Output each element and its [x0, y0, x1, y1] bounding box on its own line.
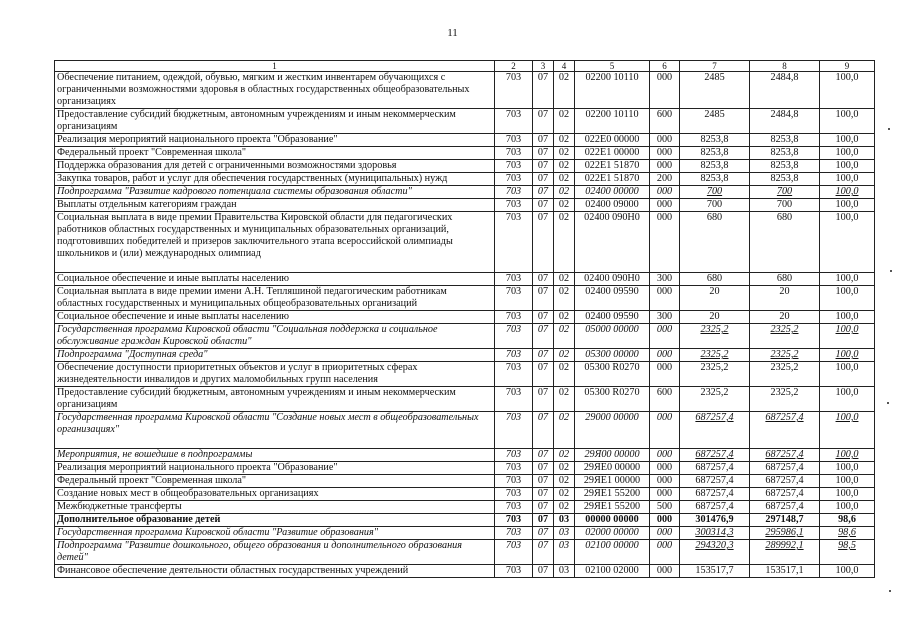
cell-section: 07: [533, 134, 554, 147]
cell-section: 07: [533, 488, 554, 501]
cell-section: 07: [533, 311, 554, 324]
cell-subsection: 03: [554, 540, 575, 565]
table-row: [55, 324, 875, 349]
row-name: Дополнительное образование детей: [55, 514, 495, 527]
row-name: Предоставление субсидий бюджетным, автономным учреждениям и иным некоммерческим организациям: [55, 109, 495, 134]
table-row: [55, 565, 875, 578]
cell-actual: 687257,4: [750, 475, 820, 488]
cell-section: 07: [533, 324, 554, 349]
row-name: Предоставление субсидий бюджетным, автономным учреждениям и иным некоммерческим организациям: [55, 387, 495, 412]
cell-percent: 100,0: [820, 387, 875, 412]
cell-section: 07: [533, 72, 554, 109]
cell-ministry-code: 703: [495, 134, 533, 147]
cell-target-article: 02400 09590: [575, 311, 650, 324]
cell-subsection: 02: [554, 199, 575, 212]
cell-target-article: 02200 10110: [575, 72, 650, 109]
row-name: Подпрограмма "Развитие дошкольного, общего образования и дополнительного образования детей": [55, 540, 495, 565]
row-name: Подпрограмма "Доступная среда": [55, 349, 495, 362]
cell-expense-type: 000: [650, 540, 680, 565]
cell-expense-type: 000: [650, 324, 680, 349]
cell-section: 07: [533, 173, 554, 186]
table-row: [55, 449, 875, 462]
cell-plan: 2485: [680, 72, 750, 109]
row-name: Межбюджетные трансферты: [55, 501, 495, 514]
row-name: Социальная выплата в виде премии Правительства Кировской области для педагогических работников областных государственных и муниципальных образовательных организаций, подготовивших победителей и призеров заключительного этапа всероссийской олимпиады школьников и (или) международных олимпиад: [55, 212, 495, 273]
cell-expense-type: 000: [650, 527, 680, 540]
cell-ministry-code: 703: [495, 311, 533, 324]
row-name: Обеспечение доступности приоритетных объектов и услуг в приоритетных сферах жизнедеятельности инвалидов и других маломобильных групп населения: [55, 362, 495, 387]
cell-expense-type: 500: [650, 501, 680, 514]
table-row: [55, 147, 875, 160]
table-row: [55, 501, 875, 514]
row-name: Создание новых мест в общеобразовательных организациях: [55, 488, 495, 501]
row-name: Реализация мероприятий национального проекта "Образование": [55, 134, 495, 147]
cell-actual: 20: [750, 286, 820, 311]
cell-target-article: 29ЯЕ0 00000: [575, 462, 650, 475]
cell-expense-type: 000: [650, 362, 680, 387]
cell-plan: 687257,4: [680, 462, 750, 475]
cell-plan: 687257,4: [680, 475, 750, 488]
cell-section: 07: [533, 501, 554, 514]
column-number: 4: [554, 61, 575, 72]
cell-ministry-code: 703: [495, 324, 533, 349]
cell-percent: 100,0: [820, 565, 875, 578]
cell-ministry-code: 703: [495, 540, 533, 565]
cell-section: 07: [533, 462, 554, 475]
cell-percent: 100,0: [820, 212, 875, 273]
cell-plan: 680: [680, 273, 750, 286]
cell-expense-type: 000: [650, 212, 680, 273]
cell-actual: 2325,2: [750, 362, 820, 387]
cell-actual: 687257,4: [750, 462, 820, 475]
cell-percent: 100,0: [820, 186, 875, 199]
cell-actual: 8253,8: [750, 160, 820, 173]
cell-actual: 8253,8: [750, 134, 820, 147]
row-name: Федеральный проект "Современная школа": [55, 475, 495, 488]
cell-plan: 300314,3: [680, 527, 750, 540]
cell-plan: 700: [680, 186, 750, 199]
cell-percent: 100,0: [820, 475, 875, 488]
cell-plan: 8253,8: [680, 173, 750, 186]
cell-actual: 687257,4: [750, 449, 820, 462]
cell-target-article: 00000 00000: [575, 514, 650, 527]
cell-expense-type: 000: [650, 186, 680, 199]
cell-expense-type: 000: [650, 286, 680, 311]
cell-subsection: 02: [554, 72, 575, 109]
budget-table: [54, 60, 875, 578]
cell-percent: 100,0: [820, 134, 875, 147]
cell-ministry-code: 703: [495, 72, 533, 109]
column-number: 8: [750, 61, 820, 72]
table-row: [55, 311, 875, 324]
cell-percent: 100,0: [820, 311, 875, 324]
column-number: 6: [650, 61, 680, 72]
cell-expense-type: 000: [650, 462, 680, 475]
cell-ministry-code: 703: [495, 527, 533, 540]
table-row: [55, 527, 875, 540]
cell-subsection: 02: [554, 449, 575, 462]
cell-ministry-code: 703: [495, 186, 533, 199]
table-row: [55, 173, 875, 186]
cell-percent: 98,5: [820, 540, 875, 565]
cell-actual: 295986,1: [750, 527, 820, 540]
row-name: Социальное обеспечение и иные выплаты населению: [55, 273, 495, 286]
cell-subsection: 02: [554, 462, 575, 475]
cell-percent: 100,0: [820, 324, 875, 349]
cell-percent: 98,6: [820, 514, 875, 527]
cell-actual: 680: [750, 212, 820, 273]
cell-subsection: 02: [554, 212, 575, 273]
cell-percent: 100,0: [820, 286, 875, 311]
cell-percent: 100,0: [820, 362, 875, 387]
cell-expense-type: 600: [650, 109, 680, 134]
cell-plan: 2325,2: [680, 324, 750, 349]
cell-section: 07: [533, 449, 554, 462]
cell-expense-type: 600: [650, 387, 680, 412]
cell-actual: 2325,2: [750, 349, 820, 362]
cell-target-article: 02100 00000: [575, 540, 650, 565]
cell-actual: 680: [750, 273, 820, 286]
cell-target-article: 05000 00000: [575, 324, 650, 349]
cell-actual: 153517,1: [750, 565, 820, 578]
cell-percent: 100,0: [820, 349, 875, 362]
cell-percent: 98,6: [820, 527, 875, 540]
cell-actual: 700: [750, 186, 820, 199]
cell-target-article: 02100 02000: [575, 565, 650, 578]
cell-plan: 700: [680, 199, 750, 212]
scan-speck: [890, 270, 892, 272]
cell-plan: 2485: [680, 109, 750, 134]
table-row: [55, 273, 875, 286]
cell-plan: 20: [680, 311, 750, 324]
cell-expense-type: 200: [650, 173, 680, 186]
cell-subsection: 02: [554, 324, 575, 349]
cell-expense-type: 000: [650, 349, 680, 362]
cell-section: 07: [533, 362, 554, 387]
row-name: Выплаты отдельным категориям граждан: [55, 199, 495, 212]
cell-subsection: 03: [554, 565, 575, 578]
cell-plan: 8253,8: [680, 160, 750, 173]
cell-section: 07: [533, 514, 554, 527]
cell-ministry-code: 703: [495, 449, 533, 462]
cell-target-article: 02400 09590: [575, 286, 650, 311]
cell-plan: 8253,8: [680, 134, 750, 147]
cell-subsection: 02: [554, 349, 575, 362]
cell-actual: 289992,1: [750, 540, 820, 565]
cell-target-article: 29ЯЕ1 55200: [575, 501, 650, 514]
cell-section: 07: [533, 527, 554, 540]
row-name: Государственная программа Кировской области "Создание новых мест в общеобразовательных организациях": [55, 412, 495, 449]
cell-target-article: 29ЯЕ1 00000: [575, 475, 650, 488]
cell-section: 07: [533, 475, 554, 488]
cell-target-article: 29ЯЕ1 55200: [575, 488, 650, 501]
cell-target-article: 02400 09000: [575, 199, 650, 212]
cell-subsection: 02: [554, 362, 575, 387]
column-number: 2: [495, 61, 533, 72]
row-name: Финансовое обеспечение деятельности областных государственных учреждений: [55, 565, 495, 578]
table-row: [55, 199, 875, 212]
table-row: [55, 186, 875, 199]
cell-target-article: 022Е0 00000: [575, 134, 650, 147]
column-number: 1: [55, 61, 495, 72]
cell-subsection: 02: [554, 160, 575, 173]
cell-subsection: 02: [554, 501, 575, 514]
cell-percent: 100,0: [820, 160, 875, 173]
cell-actual: 8253,8: [750, 173, 820, 186]
cell-plan: 301476,9: [680, 514, 750, 527]
cell-target-article: 02400 090Н0: [575, 212, 650, 273]
row-name: Поддержка образования для детей с ограниченными возможностями здоровья: [55, 160, 495, 173]
cell-subsection: 02: [554, 109, 575, 134]
cell-section: 07: [533, 160, 554, 173]
cell-target-article: 05300 R0270: [575, 387, 650, 412]
cell-section: 07: [533, 199, 554, 212]
cell-expense-type: 000: [650, 160, 680, 173]
cell-expense-type: 000: [650, 514, 680, 527]
scan-speck: [889, 590, 891, 592]
table-row: [55, 286, 875, 311]
cell-expense-type: 000: [650, 449, 680, 462]
cell-plan: 2325,2: [680, 362, 750, 387]
cell-actual: 2484,8: [750, 109, 820, 134]
cell-section: 07: [533, 273, 554, 286]
cell-section: 07: [533, 412, 554, 449]
cell-expense-type: 300: [650, 311, 680, 324]
row-name: Государственная программа Кировской области "Социальная поддержка и социальное обслуживание граждан Кировской области": [55, 324, 495, 349]
cell-section: 07: [533, 147, 554, 160]
table-row: [55, 462, 875, 475]
cell-expense-type: 000: [650, 147, 680, 160]
cell-plan: 2325,2: [680, 349, 750, 362]
column-number: 7: [680, 61, 750, 72]
cell-subsection: 03: [554, 514, 575, 527]
cell-actual: 297148,7: [750, 514, 820, 527]
cell-ministry-code: 703: [495, 387, 533, 412]
cell-ministry-code: 703: [495, 273, 533, 286]
cell-subsection: 02: [554, 412, 575, 449]
cell-subsection: 03: [554, 527, 575, 540]
cell-percent: 100,0: [820, 501, 875, 514]
cell-plan: 687257,4: [680, 412, 750, 449]
cell-target-article: 29Я00 00000: [575, 449, 650, 462]
table-row: [55, 387, 875, 412]
cell-percent: 100,0: [820, 273, 875, 286]
cell-actual: 687257,4: [750, 412, 820, 449]
cell-ministry-code: 703: [495, 160, 533, 173]
cell-percent: 100,0: [820, 199, 875, 212]
cell-expense-type: 000: [650, 72, 680, 109]
row-name: Социальное обеспечение и иные выплаты населению: [55, 311, 495, 324]
cell-ministry-code: 703: [495, 514, 533, 527]
cell-target-article: 05300 00000: [575, 349, 650, 362]
table-row: [55, 475, 875, 488]
cell-ministry-code: 703: [495, 147, 533, 160]
cell-subsection: 02: [554, 147, 575, 160]
cell-subsection: 02: [554, 134, 575, 147]
cell-expense-type: 000: [650, 475, 680, 488]
cell-percent: 100,0: [820, 462, 875, 475]
cell-section: 07: [533, 349, 554, 362]
cell-ministry-code: 703: [495, 362, 533, 387]
cell-subsection: 02: [554, 488, 575, 501]
cell-ministry-code: 703: [495, 488, 533, 501]
row-name: Федеральный проект "Современная школа": [55, 147, 495, 160]
cell-ministry-code: 703: [495, 199, 533, 212]
table-row: [55, 134, 875, 147]
cell-expense-type: 000: [650, 565, 680, 578]
cell-section: 07: [533, 109, 554, 134]
row-name: Обеспечение питанием, одеждой, обувью, мягким и жестким инвентарем обучающихся с ограниченными возможностями здоровья в областных государственных общеобразовательных организациях: [55, 72, 495, 109]
page-number: 11: [447, 27, 458, 39]
cell-ministry-code: 703: [495, 349, 533, 362]
cell-section: 07: [533, 540, 554, 565]
cell-expense-type: 000: [650, 412, 680, 449]
cell-target-article: 02400 00000: [575, 186, 650, 199]
cell-percent: 100,0: [820, 147, 875, 160]
table-row: [55, 514, 875, 527]
cell-target-article: 02000 00000: [575, 527, 650, 540]
cell-section: 07: [533, 387, 554, 412]
cell-ministry-code: 703: [495, 475, 533, 488]
cell-target-article: 022Е1 51870: [575, 160, 650, 173]
table-row: [55, 212, 875, 273]
cell-section: 07: [533, 286, 554, 311]
cell-percent: 100,0: [820, 488, 875, 501]
cell-percent: 100,0: [820, 173, 875, 186]
cell-actual: 8253,8: [750, 147, 820, 160]
cell-target-article: 022Е1 00000: [575, 147, 650, 160]
cell-subsection: 02: [554, 286, 575, 311]
cell-section: 07: [533, 212, 554, 273]
cell-expense-type: 000: [650, 488, 680, 501]
table-row: [55, 362, 875, 387]
cell-expense-type: 300: [650, 273, 680, 286]
cell-target-article: 02400 090Н0: [575, 273, 650, 286]
cell-actual: 687257,4: [750, 501, 820, 514]
column-number-row: [55, 61, 875, 72]
table-row: [55, 412, 875, 449]
scan-speck: [887, 402, 889, 404]
cell-target-article: 29000 00000: [575, 412, 650, 449]
cell-plan: 8253,8: [680, 147, 750, 160]
cell-subsection: 02: [554, 186, 575, 199]
cell-percent: 100,0: [820, 72, 875, 109]
cell-expense-type: 000: [650, 199, 680, 212]
column-number: 3: [533, 61, 554, 72]
cell-plan: 2325,2: [680, 387, 750, 412]
cell-ministry-code: 703: [495, 109, 533, 134]
cell-target-article: 022Е1 51870: [575, 173, 650, 186]
cell-subsection: 02: [554, 173, 575, 186]
table-row: [55, 349, 875, 362]
row-name: Подпрограмма "Развитие кадрового потенциала системы образования области": [55, 186, 495, 199]
cell-plan: 680: [680, 212, 750, 273]
cell-actual: 2484,8: [750, 72, 820, 109]
cell-percent: 100,0: [820, 109, 875, 134]
cell-ministry-code: 703: [495, 212, 533, 273]
column-number: 5: [575, 61, 650, 72]
cell-subsection: 02: [554, 475, 575, 488]
cell-actual: 2325,2: [750, 387, 820, 412]
cell-plan: 687257,4: [680, 501, 750, 514]
cell-actual: 20: [750, 311, 820, 324]
table-row: [55, 109, 875, 134]
row-name: Мероприятия, не вошедшие в подпрограммы: [55, 449, 495, 462]
cell-actual: 700: [750, 199, 820, 212]
table-row: [55, 160, 875, 173]
cell-subsection: 02: [554, 273, 575, 286]
cell-plan: 153517,7: [680, 565, 750, 578]
cell-plan: 20: [680, 286, 750, 311]
cell-target-article: 02200 10110: [575, 109, 650, 134]
cell-expense-type: 000: [650, 134, 680, 147]
cell-ministry-code: 703: [495, 286, 533, 311]
column-number: 9: [820, 61, 875, 72]
row-name: Закупка товаров, работ и услуг для обеспечения государственных (муниципальных) нужд: [55, 173, 495, 186]
cell-plan: 687257,4: [680, 488, 750, 501]
cell-percent: 100,0: [820, 412, 875, 449]
table-row: [55, 72, 875, 109]
cell-subsection: 02: [554, 387, 575, 412]
cell-percent: 100,0: [820, 449, 875, 462]
cell-target-article: 05300 R0270: [575, 362, 650, 387]
row-name: Реализация мероприятий национального проекта "Образование": [55, 462, 495, 475]
cell-ministry-code: 703: [495, 501, 533, 514]
row-name: Государственная программа Кировской области "Развитие образования": [55, 527, 495, 540]
cell-ministry-code: 703: [495, 565, 533, 578]
cell-subsection: 02: [554, 311, 575, 324]
cell-actual: 687257,4: [750, 488, 820, 501]
cell-section: 07: [533, 565, 554, 578]
cell-ministry-code: 703: [495, 462, 533, 475]
table-row: [55, 488, 875, 501]
cell-plan: 687257,4: [680, 449, 750, 462]
cell-plan: 294320,3: [680, 540, 750, 565]
cell-section: 07: [533, 186, 554, 199]
row-name: Социальная выплата в виде премии имени А.Н. Тепляшиной педагогическим работникам областных государственных и муниципальных общеобразовательных организаций: [55, 286, 495, 311]
cell-ministry-code: 703: [495, 173, 533, 186]
cell-actual: 2325,2: [750, 324, 820, 349]
cell-ministry-code: 703: [495, 412, 533, 449]
table-row: [55, 540, 875, 565]
scan-speck: [888, 128, 890, 130]
